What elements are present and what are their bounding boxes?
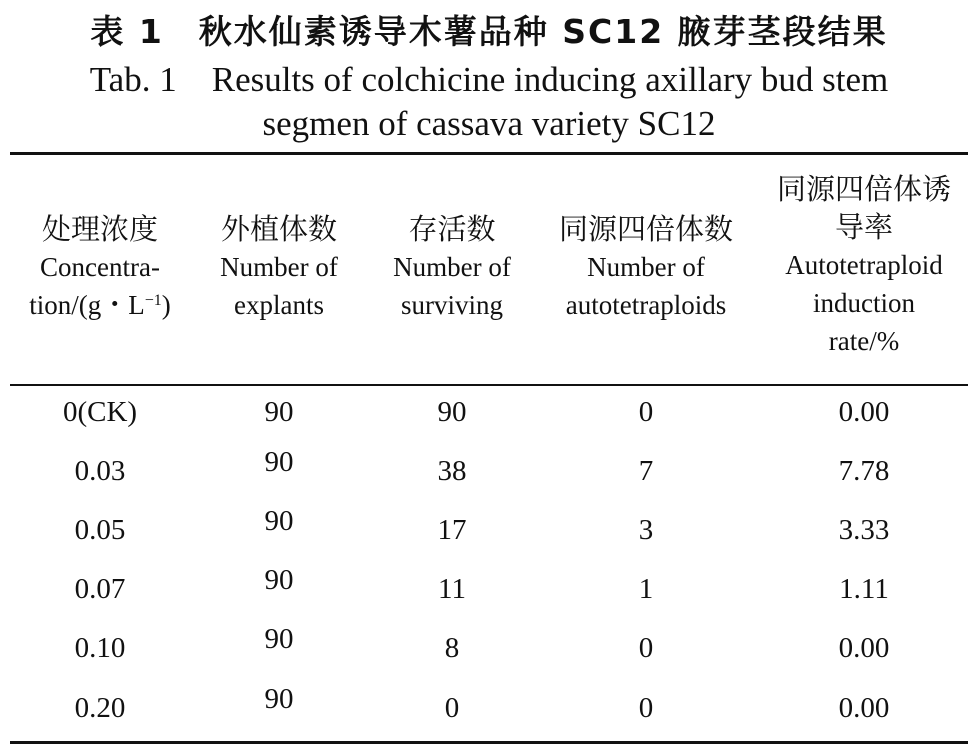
header-induction-rate xyxy=(760,170,968,360)
header-concentration-en: Concentra- xyxy=(40,252,160,282)
cell-rate: 0.00 xyxy=(838,692,890,724)
header-surviving xyxy=(372,210,532,324)
header-surviving-en: Number of xyxy=(393,252,511,282)
header-explants xyxy=(196,210,362,324)
cell-tetraploids: 7 xyxy=(638,455,654,487)
bottom-rule xyxy=(10,741,968,744)
cell-concentration: 0.03 xyxy=(74,455,126,487)
table-title-en-line1: Tab. 1 Results of colchicine inducing axillary bud stem xyxy=(89,60,889,99)
cell-explants: 90 xyxy=(264,505,294,537)
cell-rate: 3.33 xyxy=(838,514,890,546)
header-rate-cn: 同源四倍体诱 xyxy=(776,172,951,206)
cell-explants: 90 xyxy=(264,623,294,655)
header-explants-cn: 外植体数 xyxy=(220,212,337,246)
cell-tetraploids: 0 xyxy=(638,632,654,664)
cell-explants: 90 xyxy=(264,683,294,715)
cell-rate: 7.78 xyxy=(838,455,890,487)
header-rate-en3: rate/% xyxy=(828,326,900,356)
header-rate-cn2: 导率 xyxy=(834,210,893,244)
cell-explants: 90 xyxy=(264,396,294,428)
cell-tetraploids: 0 xyxy=(638,396,654,428)
header-concentration-unit: tion/(g・$L^{-1}$) xyxy=(29,290,171,320)
table-title-en xyxy=(0,58,978,146)
table-title-cn: 表 1 秋水仙素诱导木薯品种 SC12 腋芽茎段结果 xyxy=(90,12,888,51)
header-explants-en2: explants xyxy=(234,290,324,320)
header-rate-en2: induction xyxy=(813,288,915,318)
cell-surviving: 38 xyxy=(437,455,467,487)
cell-concentration: 0(CK) xyxy=(62,396,138,428)
header-surviving-cn: 存活数 xyxy=(408,212,496,246)
header-tetraploids xyxy=(540,210,752,324)
cell-explants: 90 xyxy=(264,446,294,478)
header-rate-en: Autotetraploid xyxy=(785,250,943,280)
header-explants-en: Number of xyxy=(220,252,338,282)
header-concentration-cn: 处理浓度 xyxy=(41,212,158,246)
header-surviving-en2: surviving xyxy=(400,290,503,320)
cell-rate: 0.00 xyxy=(838,396,890,428)
cell-tetraploids: 1 xyxy=(638,573,654,605)
top-rule xyxy=(10,152,968,155)
cell-concentration: 0.07 xyxy=(74,573,126,605)
cell-rate: 1.11 xyxy=(839,573,889,605)
cell-concentration: 0.10 xyxy=(74,632,126,664)
cell-concentration: 0.20 xyxy=(74,692,126,724)
cell-surviving: 8 xyxy=(444,632,460,664)
header-rule xyxy=(10,384,968,386)
cell-tetraploids: 0 xyxy=(638,692,654,724)
cell-rate: 0.00 xyxy=(838,632,890,664)
cell-concentration: 0.05 xyxy=(74,514,126,546)
cell-explants: 90 xyxy=(264,564,294,596)
header-tetraploids-en: Number of xyxy=(587,252,705,282)
header-tetraploids-cn: 同源四倍体数 xyxy=(558,212,733,246)
cell-tetraploids: 3 xyxy=(638,514,654,546)
cell-surviving: 0 xyxy=(444,692,460,724)
cell-surviving: 90 xyxy=(437,396,467,428)
cell-surviving: 11 xyxy=(438,573,466,605)
header-concentration xyxy=(14,210,186,324)
cell-surviving: 17 xyxy=(437,514,467,546)
table-title-en-line2: segmen of cassava variety SC12 xyxy=(262,104,716,143)
header-tetraploids-en2: autotetraploids xyxy=(565,290,727,320)
